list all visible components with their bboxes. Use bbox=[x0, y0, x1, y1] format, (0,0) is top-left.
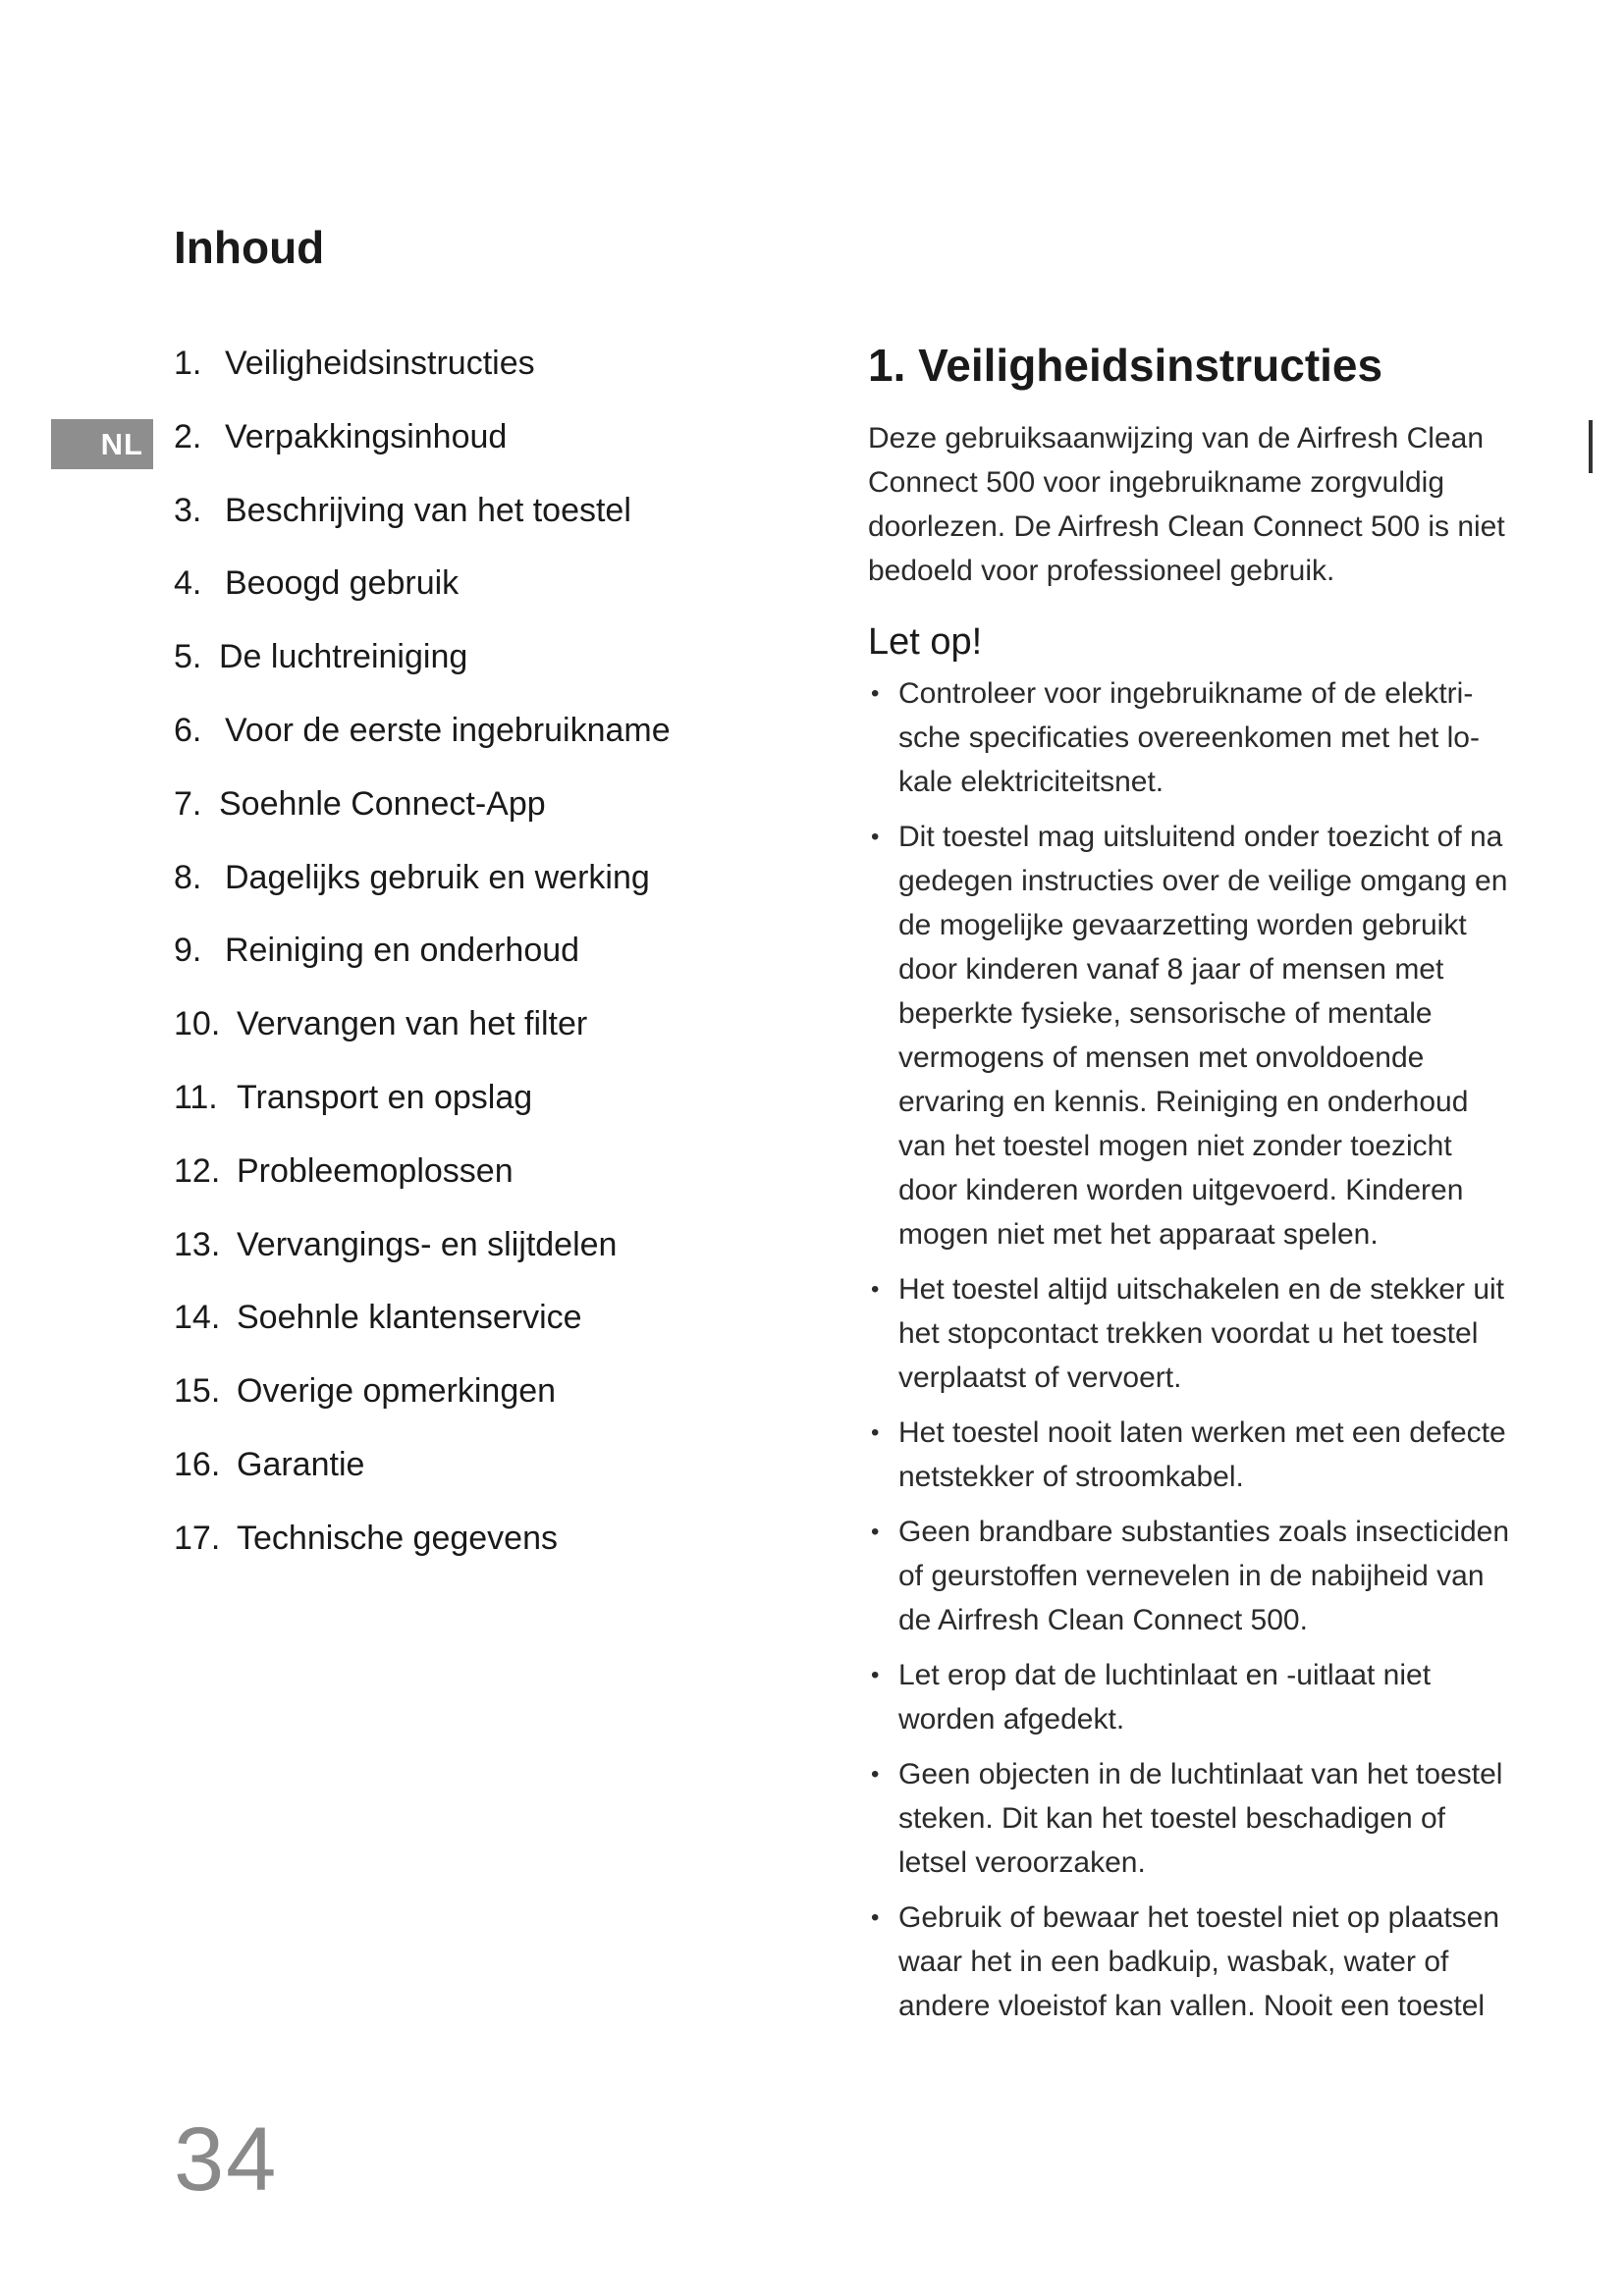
toc-item-number: 4. bbox=[174, 564, 202, 603]
toc-item-label: Technische gegevens bbox=[237, 1519, 559, 1557]
list-item: • Het toestel altijd uitschakelen en de stekker uit het stopcontact trekken voordat u het toestel verplaatst of vervoert. bbox=[868, 1267, 1516, 1400]
toc-item-label: Vervangen van het filter bbox=[237, 1005, 588, 1043]
toc-item-number: 3. bbox=[174, 491, 202, 529]
toc-item-label: Voor de eerste ingebruikname bbox=[225, 711, 671, 749]
toc-item[interactable] bbox=[174, 1076, 763, 1149]
toc-item-label: Beschrijving van het toestel bbox=[225, 491, 631, 529]
toc-item-number: 5. bbox=[174, 638, 202, 676]
toc-item[interactable] bbox=[174, 709, 763, 782]
toc-item-number: 13. bbox=[174, 1225, 221, 1263]
toc-item-number: 7. bbox=[174, 784, 202, 823]
toc-item[interactable] bbox=[174, 856, 763, 930]
toc-item-label: Soehnle klantenservice bbox=[237, 1299, 582, 1337]
toc-title: Inhoud bbox=[174, 222, 325, 273]
toc-item-number: 6. bbox=[174, 711, 202, 749]
toc-item[interactable] bbox=[174, 1223, 763, 1297]
toc-item-number: 11. bbox=[174, 1078, 218, 1116]
toc-item[interactable] bbox=[174, 342, 763, 415]
toc-item-label: Transport en opslag bbox=[237, 1078, 533, 1116]
toc-item-label: Overige opmerkingen bbox=[237, 1372, 557, 1411]
toc-item-number: 1. bbox=[174, 345, 202, 382]
toc-item-label: Verpakkingsinhoud bbox=[225, 417, 508, 455]
toc-item-label: Beoogd gebruik bbox=[225, 564, 460, 603]
toc-item[interactable] bbox=[174, 1296, 763, 1369]
toc-item-number: 12. bbox=[174, 1151, 221, 1190]
toc-item[interactable] bbox=[174, 1443, 763, 1517]
toc-item-number: 2. bbox=[174, 417, 202, 455]
language-tab: NL bbox=[51, 419, 153, 469]
toc-item-label: Reiniging en onderhoud bbox=[225, 932, 580, 970]
toc-item-label: Vervangings- en slijtdelen bbox=[237, 1225, 618, 1263]
toc-item-number: 14. bbox=[174, 1299, 221, 1337]
list-item: • Dit toestel mag uitsluitend onder toezicht of na gedegen instructies over de veilige omgang en de mogelijke gevaarzetting worden gebruikt door kinderen vanaf 8 jaar of mensen met beperkte fysieke, sensorische of mentale vermogens of mensen met onvoldoende ervaring en kennis. Reiniging en onderhoud van het toestel mogen niet zonder toezicht door kinderen worden uitgevoerd. Kinderen mogen niet met het apparaat spelen. bbox=[868, 815, 1516, 1256]
toc-item-label: Garantie bbox=[237, 1445, 365, 1483]
list-item: • Het toestel nooit laten werken met een defecte netstekker of stroomkabel. bbox=[868, 1411, 1516, 1499]
safety-section bbox=[868, 334, 1516, 2039]
toc-item[interactable] bbox=[174, 1149, 763, 1223]
toc-item-number: 9. bbox=[174, 932, 202, 970]
toc-item-label: Dagelijks gebruik en werking bbox=[225, 858, 650, 896]
list-item: • Gebruik of bewaar het toestel niet op plaatsen waar het in een badkuip, wasbak, water of andere vloeistof kan vallen. Nooit een toestel bbox=[868, 1896, 1516, 2028]
toc-item-number: 8. bbox=[174, 858, 202, 896]
list-item: • Let erop dat de luchtinlaat en -uitlaat niet worden afgedekt. bbox=[868, 1653, 1516, 1741]
toc-item-label: Soehnle Connect-App bbox=[219, 784, 546, 823]
toc-item-number: 15. bbox=[174, 1372, 221, 1411]
toc-item-label: Veiligheidsinstructies bbox=[225, 345, 535, 382]
toc-item[interactable] bbox=[174, 489, 763, 562]
toc-item[interactable] bbox=[174, 782, 763, 856]
toc-item[interactable] bbox=[174, 1517, 763, 1590]
toc-item-label: De luchtreiniging bbox=[219, 638, 468, 676]
toc-item[interactable] bbox=[174, 1369, 763, 1443]
toc-item-number: 10. bbox=[174, 1005, 221, 1043]
toc-item[interactable] bbox=[174, 1002, 763, 1076]
toc-item[interactable] bbox=[174, 929, 763, 1002]
toc-item-number: 17. bbox=[174, 1519, 221, 1557]
list-item: • Geen objecten in de luchtinlaat van het toestel steken. Dit kan het toestel beschadigen of letsel veroorzaken. bbox=[868, 1752, 1516, 1885]
section-intro: Deze gebruiksaanwijzing van de Airfresh Clean Connect 500 voor ingebruikname zorgvuldig doorlezen. De Airfresh Clean Connect 500 is niet bedoeld voor professioneel gebruik. bbox=[868, 422, 1505, 587]
toc-list bbox=[174, 342, 763, 1590]
warning-list bbox=[868, 671, 1516, 2028]
toc-item[interactable] bbox=[174, 415, 763, 489]
list-item: • Geen brandbare substanties zoals insecticiden of geurstoffen vernevelen in de nabijheid van de Airfresh Clean Connect 500. bbox=[868, 1510, 1516, 1642]
toc-item[interactable] bbox=[174, 561, 763, 635]
page-number: 34 bbox=[174, 2109, 279, 2210]
toc-item[interactable] bbox=[174, 635, 763, 709]
toc-item-label: Probleemoplossen bbox=[237, 1151, 514, 1190]
section-title: 1. Veiligheidsinstructies bbox=[868, 340, 1383, 391]
warning-heading: Let op! bbox=[868, 621, 983, 663]
change-bar bbox=[1589, 420, 1593, 473]
toc-item-number: 16. bbox=[174, 1445, 221, 1483]
list-item: • Controleer voor ingebruikname of de elektrische specificaties overeenkomen met het lokale elektriciteitsnet. bbox=[868, 671, 1516, 804]
